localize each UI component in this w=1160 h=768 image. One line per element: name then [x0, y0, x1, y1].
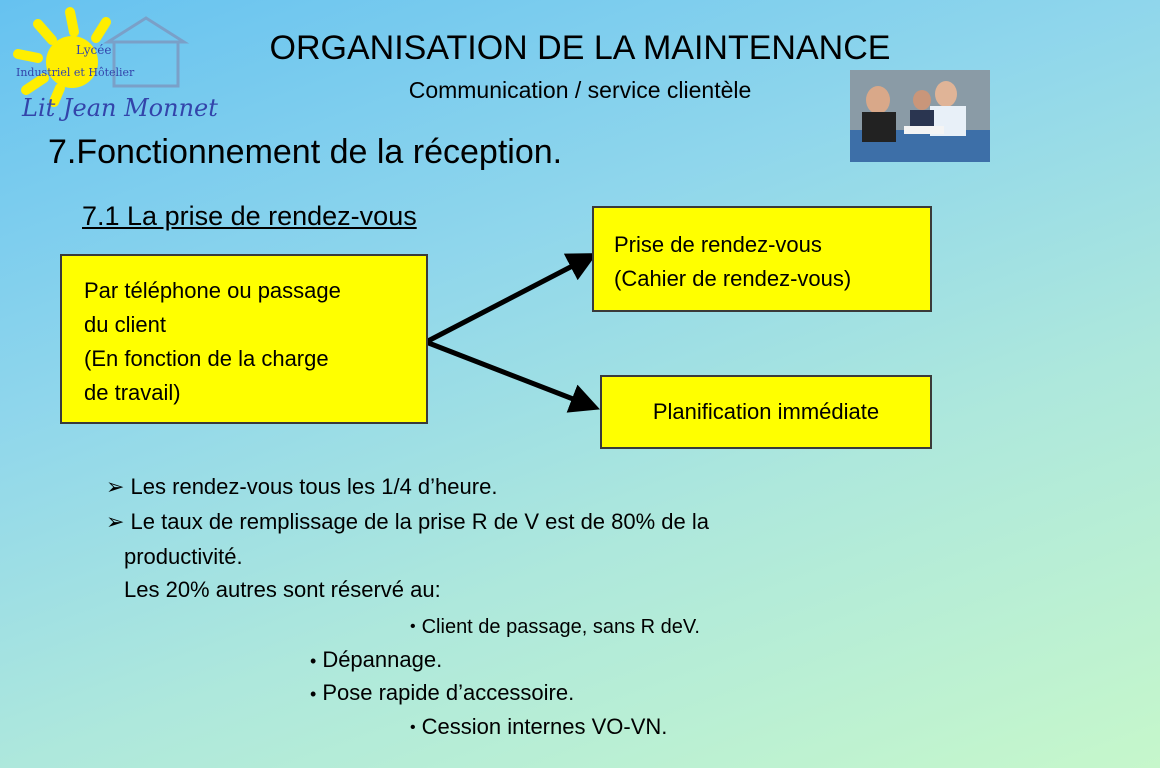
appointment-box [592, 206, 932, 312]
bullet-item [106, 505, 906, 539]
appointment-line: Prise de rendez-vous [614, 232, 822, 257]
bullet-text: Le taux de remplissage de la prise R de V est de 80% de la [130, 509, 710, 534]
slide-title: ORGANISATION DE LA MAINTENANCE [269, 29, 891, 67]
sub-item-text: Client de passage, sans R deV. [421, 616, 700, 638]
bullet-continuation: Les 20% autres sont réservé au: [124, 577, 441, 602]
source-box [60, 254, 428, 424]
logo-line3: Lit Jean Monnet [22, 94, 218, 122]
planning-label: Planification immédiate [652, 399, 880, 424]
right-arrowhead-icon: ➢ [106, 474, 131, 499]
sub-item: • Dépannage. [310, 647, 443, 672]
bullet-item [106, 470, 497, 504]
sub-item: • Cession internes VO-VN. [410, 714, 668, 739]
logo-line1: Lycée [76, 43, 112, 57]
source-line: Par téléphone ou passage [84, 278, 341, 303]
bullet-text: Les rendez-vous tous les 1/4 d’heure. [130, 474, 498, 499]
section-heading: 7.Fonctionnement de la réception. [48, 133, 563, 171]
section-subheading: 7.1 La prise de rendez-vous [82, 201, 417, 231]
source-line: du client [84, 312, 166, 337]
source-line: (En fonction de la charge [84, 346, 329, 371]
planning-box [600, 375, 932, 449]
sub-item: • Pose rapide d’accessoire. [310, 680, 575, 705]
sub-item-text: Pose rapide d’accessoire. [322, 680, 575, 705]
sub-item-text: Dépannage. [322, 647, 443, 672]
sub-item: • Client de passage, sans R deV. [410, 616, 700, 638]
slide-subtitle: Communication / service clientèle [408, 77, 752, 103]
right-arrowhead-icon: ➢ [106, 509, 131, 534]
source-line: de travail) [84, 380, 181, 405]
bullet-continuation: productivité. [124, 544, 243, 569]
appointment-line: (Cahier de rendez-vous) [614, 266, 852, 291]
sub-item-text: Cession internes VO-VN. [421, 714, 668, 739]
logo-line2: Industriel et Hôtelier [16, 66, 135, 79]
arrow-to-planning [426, 342, 586, 404]
arrow-to-appointment [426, 260, 584, 342]
